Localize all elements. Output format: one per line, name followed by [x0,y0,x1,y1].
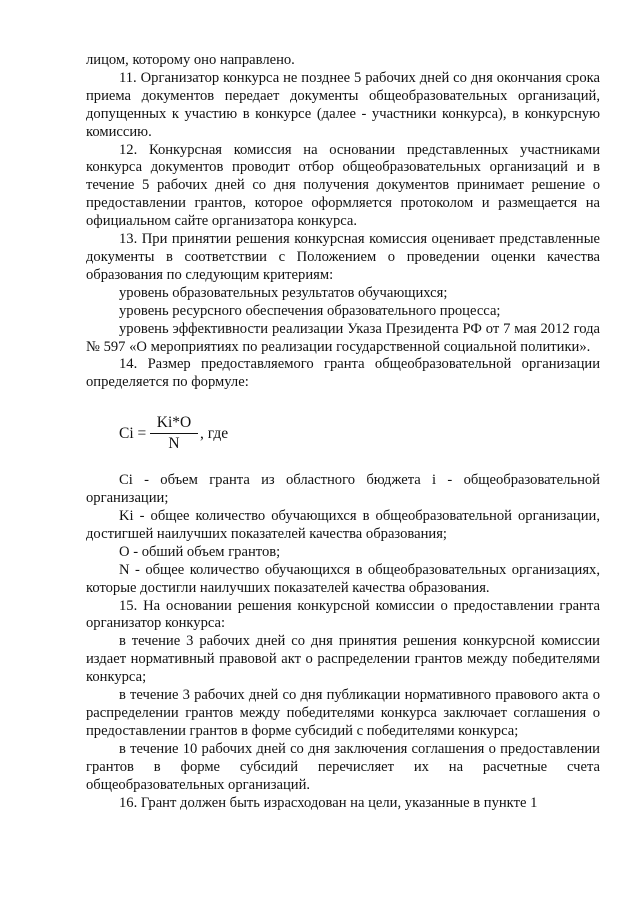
fraction-bar [150,433,198,434]
step-sign-agreements: в течение 3 рабочих дней со дня публикации нормативного правового акта о распределении грантов между победителями конкурса заключает соглашения о предоставлении грантов в форме субсидий с победителями конкурса; [86,687,600,739]
grant-formula [86,392,600,472]
step-transfer-funds: в течение 10 рабочих дней со дня заключения соглашения о предоставлении грантов в форме субсидий перечисляет их на расчетные счета общеобразовательных организаций. [86,740,600,793]
step-issue-act: в течение 3 рабочих дней со дня принятия решения конкурсной комиссии издает нормативный правовой акт о распределении грантов между победителями конкурса; [86,633,600,686]
formula-numerator: Ki*O [156,414,192,432]
formula-fraction [150,414,198,453]
definition-o: O - обший объем грантов; [119,543,281,560]
criterion-resources: уровень ресурсного обеспечения образовательного процесса; [119,302,501,319]
paragraph-12: 12. Конкурсная комиссия на основании представленных участниками конкурса документов проводит отбор общеобразовательных организаций и в течение 5 рабочих дней со дня получения документов принимает решение о предоставлении грантов, которое оформляется протоколом и размещается на официальном сайте организатора конкурса. [86,141,600,230]
paragraph-13: 13. При принятии решения конкурсная комиссия оценивает представленные документы в соответствии с Положением о проведении оценки качества образования по следующим критериям: [86,231,600,283]
paragraph-16: 16. Грант должен быть израсходован на цели, указанные в пункте 1 [119,794,538,811]
paragraph-continuation: лицом, которому оно направлено. [86,52,295,68]
paragraph-11: 11. Организатор конкурса не позднее 5 рабочих дней со дня окончания срока приема документов передает документы общеобразовательных организаций, допущенных к участию в конкурсе (далее - участники конкурса), в конкурсную комиссию. [86,69,600,140]
definition-ci: Ci - объем гранта из областного бюджета i - общеобразовательной организации; [86,472,600,507]
formula-tail: , где [200,425,229,443]
definition-n: N - общее количество обучающихся в общеобразовательных организациях, которые достигли наилучших показателей качества образования. [86,561,600,596]
definition-ki: Ki - общее количество обучающихся в общеобразовательной организации, достигшей наилучших показателей качества образования; [86,508,600,542]
criterion-efficiency: уровень эффективности реализации Указа Президента РФ от 7 мая 2012 года № 597 «О мероприятиях по реализации государственной социальной политики». [86,320,600,355]
formula-lhs: Ci = [119,425,147,443]
criterion-results: уровень образовательных результатов обучающихся; [119,284,448,301]
formula-denominator: N [168,435,180,453]
paragraph-15: 15. На основании решения конкурсной комиссии о предоставлении гранта организатор конкурса: [86,597,600,632]
paragraph-14: 14. Размер предоставляемого гранта общеобразовательной организации определяется по формуле: [86,356,600,391]
